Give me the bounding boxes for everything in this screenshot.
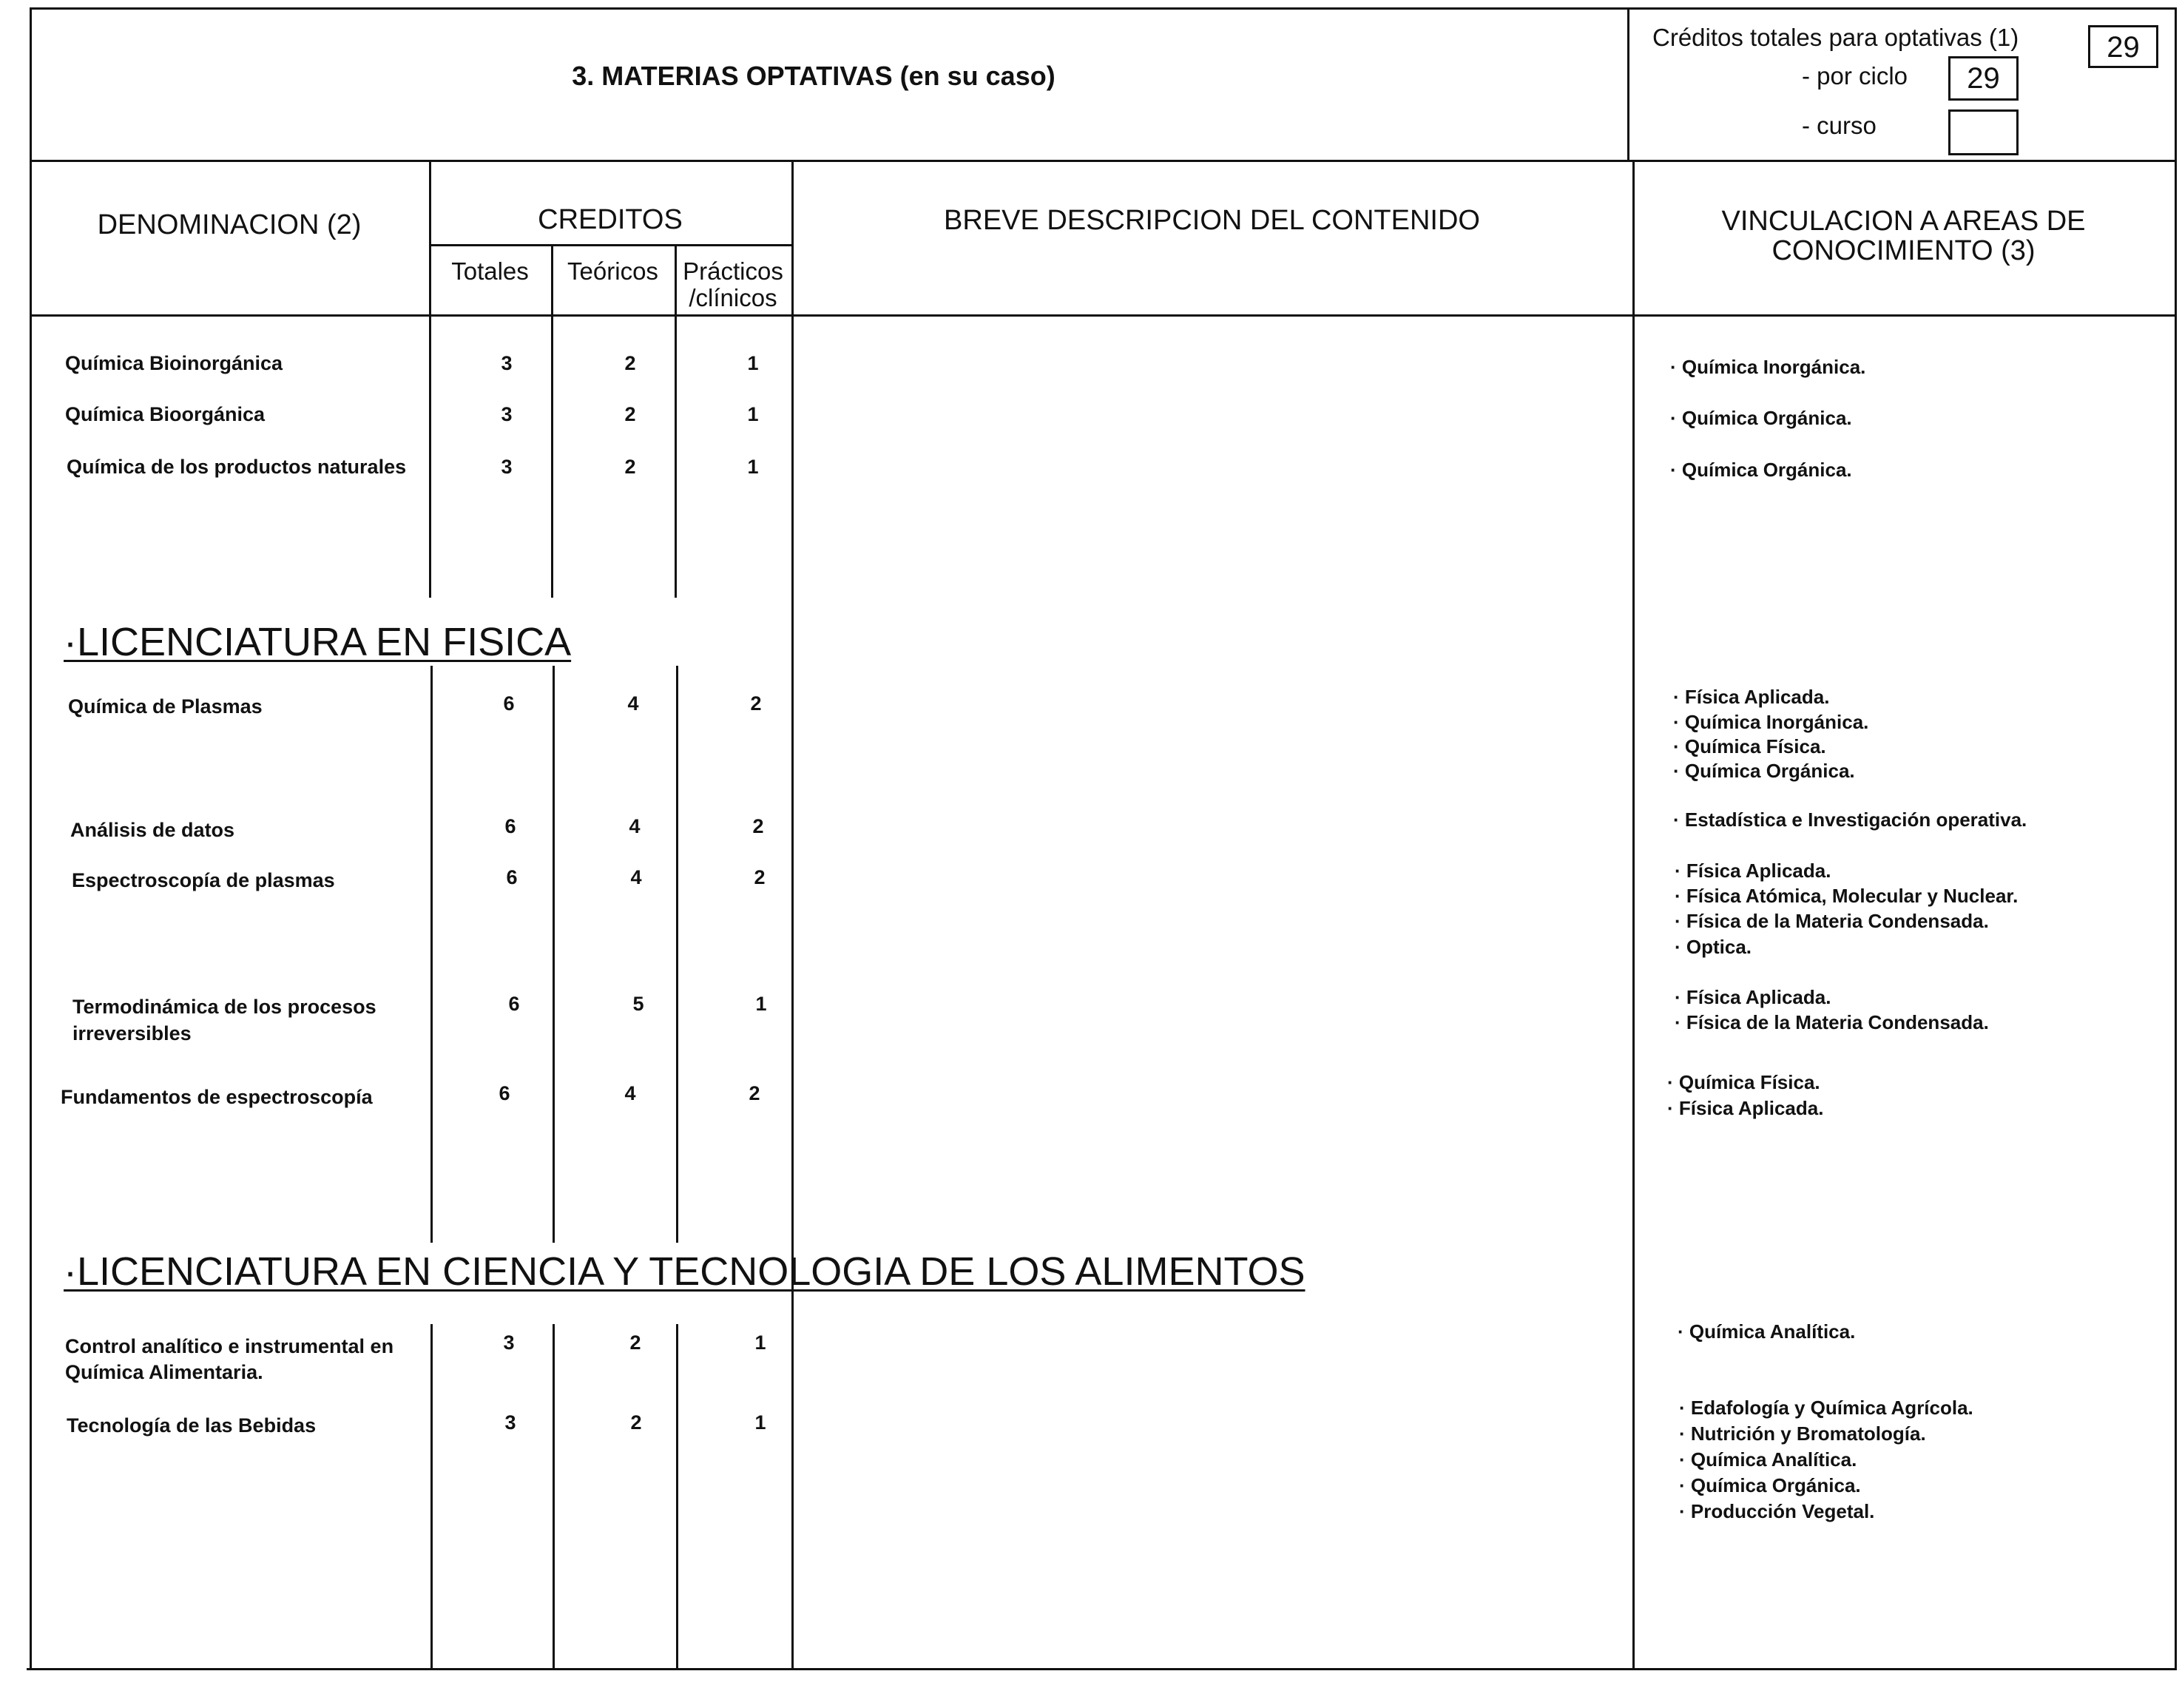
row-name: Química Bioorgánica (65, 403, 266, 425)
row-area: · Química Orgánica. (1670, 407, 1852, 429)
row-totales: 3 (503, 1331, 515, 1354)
row-area: · Física de la Materia Condensada. (1675, 910, 1989, 932)
row-practicos: 1 (747, 352, 759, 374)
row-area: · Nutrición y Bromatología. (1679, 1422, 1926, 1445)
creditos-divider (429, 244, 791, 246)
row-name-line1: Termodinámica de los procesos (72, 996, 376, 1018)
row-area: · Producción Vegetal. (1679, 1500, 1875, 1522)
per-cycle-box: 29 (1948, 56, 2019, 101)
frame-left (30, 7, 32, 1670)
row-area: · Química Inorgánica. (1673, 711, 1869, 733)
row-area: · Química Inorgánica. (1670, 356, 1866, 378)
col-header-vinculacion-2: CONOCIMIENTO (3) (1771, 235, 2036, 266)
col-divider-totales (551, 244, 553, 598)
frame-header-bottom (30, 160, 2175, 162)
row-area: · Química Física. (1667, 1071, 1820, 1093)
row-area: · Física Aplicada. (1675, 986, 1831, 1008)
row-practicos: 1 (747, 403, 759, 425)
row-totales: 3 (501, 403, 513, 425)
row-teoricos: 4 (629, 815, 641, 837)
row-practicos: 1 (755, 993, 767, 1015)
row-totales: 6 (506, 866, 518, 888)
col-header-creditos: CREDITOS (538, 204, 683, 235)
course-box (1948, 109, 2019, 155)
row-teoricos: 2 (630, 1411, 642, 1434)
row-area: · Edafología y Química Agrícola. (1679, 1397, 1973, 1419)
row-totales: 6 (504, 815, 516, 837)
row-name: Fundamentos de espectroscopía (61, 1086, 373, 1108)
col-header-vinculacion-1: VINCULACION A AREAS DE (1721, 206, 2086, 237)
section-title-alimentos: ·LICENCIATURA EN CIENCIA Y TECNOLOGIA DE LOS ALIMENTOS (64, 1249, 1306, 1294)
row-name: Química de los productos naturales (67, 456, 407, 478)
row-area: · Química Orgánica. (1670, 459, 1852, 481)
col-header-practicos-1: Prácticos (683, 257, 783, 285)
row-area: · Física Aplicada. (1667, 1097, 1824, 1119)
row-teoricos: 5 (632, 993, 644, 1015)
col-header-descripcion: BREVE DESCRIPCION DEL CONTENIDO (944, 205, 1480, 236)
per-cycle-label: - por ciclo (1802, 62, 1908, 90)
row-area: · Estadística e Investigación operativa. (1673, 809, 2027, 831)
row-teoricos: 2 (624, 456, 636, 478)
row-totales: 3 (501, 456, 513, 478)
frame-right (2175, 7, 2177, 1670)
row-totales: 3 (504, 1411, 516, 1434)
row-practicos: 2 (750, 692, 762, 715)
row-area: · Optica. (1675, 936, 1752, 958)
col-divider-denominacion-3 (430, 1324, 433, 1670)
row-totales: 6 (508, 993, 520, 1015)
col-divider-descripcion (1632, 161, 1635, 1670)
row-name: Espectroscopía de plasmas (72, 869, 335, 891)
row-area: · Química Orgánica. (1673, 760, 1855, 782)
row-name: Análisis de datos (70, 819, 235, 841)
row-totales: 6 (503, 692, 515, 715)
page-title: 3. MATERIAS OPTATIVAS (en su caso) (572, 61, 1055, 91)
col-header-practicos-2: /clínicos (689, 284, 777, 311)
row-teoricos: 2 (624, 352, 636, 374)
row-area: · Física de la Materia Condensada. (1675, 1011, 1989, 1033)
col-header-totales: Totales (451, 257, 529, 285)
row-practicos: 1 (747, 456, 759, 478)
row-area: · Física Aplicada. (1675, 860, 1831, 882)
row-teoricos: 4 (624, 1082, 636, 1104)
col-divider-totales-3 (553, 1324, 555, 1670)
col-divider-denominacion-2 (430, 666, 433, 1243)
row-practicos: 2 (752, 815, 764, 837)
row-practicos: 2 (749, 1082, 760, 1104)
frame-top (30, 7, 2175, 10)
frame-bottom (27, 1668, 2175, 1670)
row-practicos: 1 (754, 1331, 766, 1354)
row-totales: 3 (501, 352, 513, 374)
row-practicos: 1 (754, 1411, 766, 1434)
header-divider (1627, 7, 1629, 161)
row-totales: 6 (499, 1082, 510, 1104)
col-header-teoricos: Teóricos (567, 257, 658, 285)
col-divider-teoricos-2 (676, 666, 678, 1243)
credits-total-box: 29 (2088, 25, 2158, 68)
frame-colhdr-bottom (30, 314, 2175, 317)
row-teoricos: 4 (630, 866, 642, 888)
col-divider-practicos (791, 161, 794, 1670)
row-teoricos: 2 (629, 1331, 641, 1354)
row-name: Tecnología de las Bebidas (67, 1414, 317, 1437)
course-label: - curso (1802, 112, 1877, 139)
row-practicos: 2 (754, 866, 766, 888)
row-area: · Química Orgánica. (1679, 1474, 1861, 1496)
row-name: Química de Plasmas (68, 695, 263, 718)
row-area: · Física Atómica, Molecular y Nuclear. (1675, 885, 2019, 907)
col-divider-teoricos-3 (676, 1324, 678, 1670)
row-teoricos: 4 (627, 692, 639, 715)
col-divider-totales-2 (553, 666, 555, 1243)
row-name-line1: Control analítico e instrumental en (65, 1335, 394, 1357)
col-header-denominacion: DENOMINACION (2) (97, 209, 362, 240)
row-area: · Química Analítica. (1678, 1320, 1856, 1343)
section-title-fisica: ·LICENCIATURA EN FISICA (64, 620, 572, 664)
row-area: · Química Física. (1673, 735, 1826, 757)
row-name: Química Bioinorgánica (65, 352, 283, 374)
row-area: · Física Aplicada. (1673, 686, 1830, 708)
row-area: · Química Analítica. (1679, 1448, 1857, 1471)
credits-total-label: Créditos totales para optativas (1) (1652, 24, 2019, 51)
row-name-line2: Química Alimentaria. (65, 1361, 263, 1383)
row-teoricos: 2 (624, 403, 636, 425)
row-name-line2: irreversibles (72, 1022, 192, 1044)
